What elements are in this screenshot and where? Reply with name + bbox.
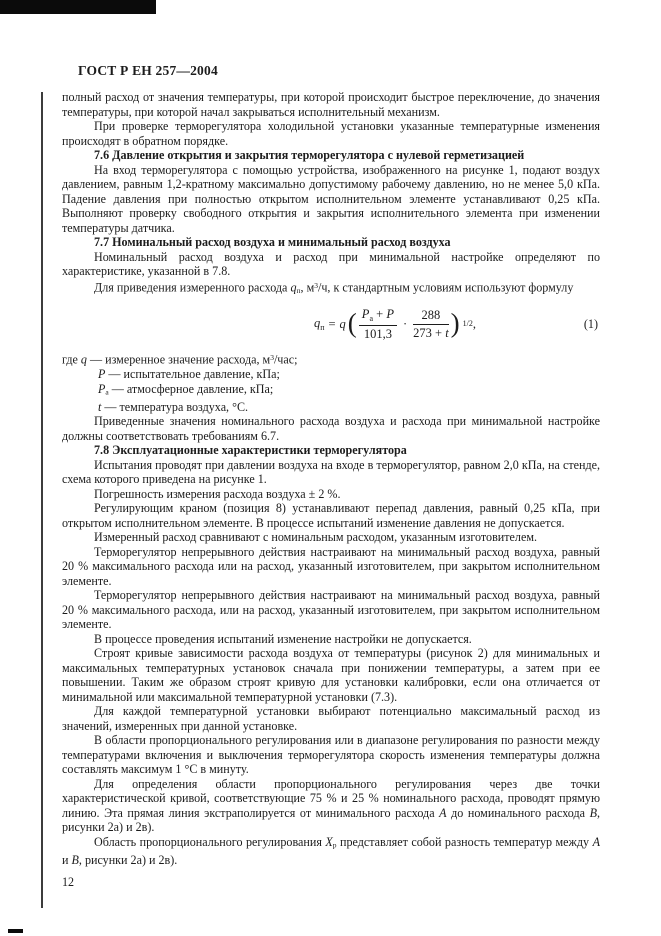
section-heading-7-7: 7.7 Номинальный расход воздуха и минимальный расход воздуха [94,235,451,249]
document-code-header: ГОСТ Р ЕН 257—2004 [78,63,218,78]
definition-line [62,351,600,367]
paragraph: Строят кривые зависимости расхода воздуха от температуры (рисунок 2) для минимальных и максимальных температурных установок сначала при понижении температуры, а затем при ее повышении. Таким же образом строят кривую для установки калибровки, если она отличается от минимальной или максимальной температурной установки (7.3). [62,646,600,704]
page-number: 12 [62,874,75,889]
paragraph: Испытания проводят при давлении воздуха на входе в терморегулятор, равном 2,0 кПа, на стенде, схема которого приведена на рисунке 1. [62,457,600,487]
text-run: А [439,805,447,820]
document-body [62,90,600,889]
paragraph: В процессе проведения испытаний изменение настройки не допускается. [94,631,472,646]
close-paren: ) [450,307,460,338]
paragraph: В области пропорционального регулирования или в диапазоне регулирования по разности между температурами включения и выключения терморегулятора скорость изменения температуры должна составлять максимум 1 °С в минуту. [62,733,600,777]
fraction-2-den-const: 273 + [413,325,446,340]
text-run: Для определения области пропорционального регулирования через две точки характеристической кривой, соответствующие 75 % и 25 % номинального расхода, проводят прямую линию. Эта прямая линия экстраполируется от минимального расхода [62,776,600,820]
text-run: — атмосферное давление, кПа; [108,381,274,396]
paragraph [62,835,600,868]
open-paren: ( [347,307,357,338]
formula-lhs-var: q [313,315,321,330]
paragraph: При проверке терморегулятора холодильной установки указанные температурные изменения происходят в обратном порядке. [62,119,600,148]
text-run: 3 [314,280,318,290]
text-run: X [325,834,333,849]
scan-artifact-top-edge [0,0,156,14]
scan-artifact-bottom-mark [8,929,23,933]
text-run: В [589,805,597,820]
text-run: и [62,853,72,868]
text-run: до номинального расхода [446,805,590,820]
paragraph: Погрешность измерения расхода воздуха ± 2 %. [94,486,341,501]
scan-artifact-left-line [41,92,43,908]
text-run: q [290,280,297,295]
text-run: а [105,387,109,397]
pressure-atm-var: P [361,306,370,321]
text-run: /час; [273,352,298,367]
plus-sign: + [373,306,387,321]
paragraph: Измеренный расход сравнивают с номинальным расходом, указанным изготовителем. [94,530,537,545]
section-heading-7-8: 7.8 Эксплуатационные характеристики терморегулятора [94,443,407,458]
fraction-1-denominator: 101,3 [363,326,392,341]
multiplication-dot: · [402,316,408,331]
paragraph: Номинальный расход воздуха и расход при минимальной настройке определяют по характеристике, указанной в 7.8. [62,249,600,278]
definition-line [98,400,600,415]
text-run: , м [300,280,315,295]
equation-number: (1) [583,316,598,331]
paragraph: Для каждой температурной установки выбирают потенциально максимальный расход из значений, измеренных при данной установке. [62,704,600,733]
text-run: , рисунки 2а) и 2в). [78,853,178,868]
text-run: — температура воздуха, °С. [101,399,249,414]
fraction-2 [413,309,449,339]
text-run: где [62,352,81,367]
text-run: — измеренное значение расхода, м [86,352,271,367]
text-run: р [332,840,337,850]
exponent: 1/2 [462,319,473,329]
text-run: P [98,367,106,382]
formula-rhs-var: q [339,316,346,331]
paragraph-continuation: полный расход от значения температуры, при которой происходит быстрое переключение, до значения температуры, при которой начал закрываться исполнительный механизм. [62,90,600,119]
pressure-var: P [386,306,394,321]
text-run: представляет собой разность температур между [336,834,593,849]
text-run: Для приведения измеренного расхода [94,280,291,295]
definition-line [98,382,600,400]
fraction-1 [359,308,397,341]
temperature-var: t [445,325,449,340]
paragraph [62,777,600,835]
text-run: , рисунки 2а) и 2в). [62,805,600,835]
text-run: — испытательное давление, кПа; [105,367,280,382]
section-heading-7-6: 7.6 Давление открытия и закрытия терморегулятора с нулевой герметизацией [94,148,525,162]
text-run: t [98,399,102,414]
equation-row [62,305,600,343]
formula-lhs-sub: п [320,322,325,332]
text-run: 3 [270,353,274,363]
fraction-2-numerator: 288 [413,309,449,325]
text-run: P [98,381,106,396]
text-run: q [80,352,87,367]
text-run: А [592,834,600,849]
paragraph: Приведенные значения номинального расхода воздуха и расхода при минимальной настройке должны соответствовать требованиям 6.7. [62,414,600,443]
equals-sign: = [328,316,336,331]
equation-1 [314,308,476,341]
comma: , [472,316,477,331]
definition-line [98,367,600,382]
paragraph: На вход терморегулятора с помощью устройства, изображенного на рисунке 1, подают воздух давлением, равным 1,2-кратному максимально допустимому рабочему давлению, но не менее 5,0 кПа. Падение давления при полностью открытом исполнительном элементе устанавливают 0,25 кПа. Выполняют проверку свободного открытия и закрытия исполнительного элемента при изменении температуры датчика. [62,162,600,235]
pressure-atm-sub: а [369,313,373,323]
text-run: Область пропорционального регулирования [94,834,326,849]
text-run: В [71,853,79,868]
paragraph: Регулирующим краном (позиция 8) устанавливают перепад давления, равный 0,25 кПа, при открытом исполнительном элементе. В процессе испытаний изменение давления не допускается. [62,501,600,530]
paragraph: Терморегулятор непрерывного действия настраивают на минимальный расход воздуха, равный 20 % максимального расхода, или на расход, указанный изготовителем, при закрытом исполнительном элементе. [62,588,600,632]
text-run: п [296,285,301,295]
paragraph: Терморегулятор непрерывного действия настраивают на минимальный расход воздуха, равный 20 % максимального расхода или на расход, указанный изготовителем, при закрытом исполнительном элементе. [62,544,600,588]
text-run: /ч, к стандартным условиям используют формулу [317,280,574,295]
paragraph [62,279,600,299]
